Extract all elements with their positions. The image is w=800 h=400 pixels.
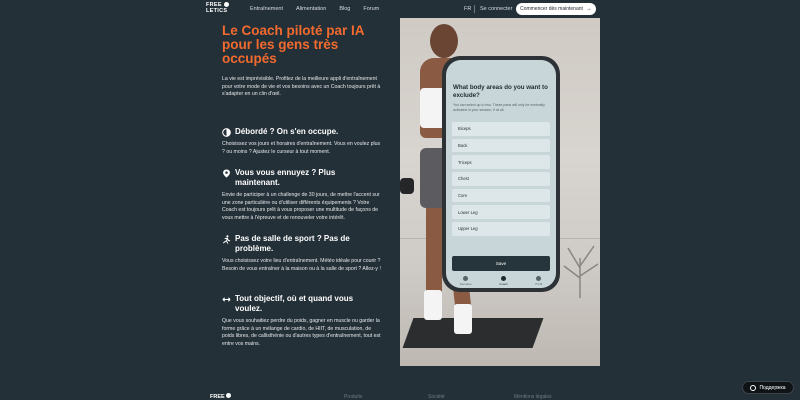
nav-item-blog[interactable]: Blog <box>339 6 351 12</box>
runner-icon <box>222 235 231 244</box>
logo-dot-icon <box>226 393 231 398</box>
help-circle-icon <box>750 385 756 391</box>
dumbbell <box>400 178 414 194</box>
option-lower-leg[interactable]: Lower Leg <box>452 205 550 219</box>
option-biceps[interactable]: Biceps <box>452 122 550 136</box>
feature-text: Choisissez vos jours et horaires d'entraînement. Vous en voulez plus ? ou moins ? Ajustez le curseur à tout moment. <box>222 141 381 155</box>
hero-description: La vie est imprévisible. Profitez de la meilleure appli d'entraînement pour votre mode de vie et vos besoins avec un Coach toujours prêt à s'adapter en un clin d'œil. <box>222 76 381 97</box>
page-title: Le Coach piloté par IA pour les gens très occupés <box>222 23 365 66</box>
option-back[interactable]: Back <box>452 139 550 153</box>
phone-screen <box>446 60 556 288</box>
tab-week[interactable] <box>460 276 472 286</box>
arrow-right-icon: → <box>585 6 592 12</box>
body-area-options <box>452 122 550 236</box>
feature-title: Débordé ? On s'en occupe. <box>235 127 339 136</box>
nav-item-forum[interactable]: Forum <box>363 6 380 12</box>
feature-bored <box>222 168 382 222</box>
nav-item-training[interactable]: Entraînement <box>250 6 284 12</box>
person-sock <box>454 304 472 334</box>
tab-profile[interactable] <box>535 276 542 286</box>
feature-text: Envie de participer à un challenge de 30 jours, de mettre l'accent sur une zone particulière ou d'utiliser différents équipements ? Votre Coach est toujours prêt à vous proposer une multitude de façons de vous mettre à l'épreuve et de renouveler votre intérêt. <box>222 192 380 221</box>
coach-icon <box>501 276 506 281</box>
profile-icon <box>536 276 541 281</box>
yoga-mat <box>403 318 544 348</box>
feature-title: Pas de salle de sport ? Pas de problème. <box>235 234 350 253</box>
person-sock <box>424 290 442 320</box>
logo-dot-icon <box>224 2 229 7</box>
half-circle-icon <box>222 128 231 137</box>
tab-label: Profil <box>535 282 543 286</box>
person-head <box>430 24 458 58</box>
site-header <box>0 0 800 20</box>
language-selector[interactable]: FR <box>464 6 472 12</box>
plant-decoration <box>560 238 600 298</box>
feature-any-goal <box>222 294 382 348</box>
question-title: What body areas do you want to exclude? <box>453 84 548 99</box>
question-subtext: You can select up to two. These parts will only be minimally activated in your session, if at all. <box>453 103 545 112</box>
logo-text-line1: FREE <box>206 2 222 8</box>
option-triceps[interactable]: Triceps <box>452 155 550 169</box>
start-now-button[interactable] <box>516 3 596 15</box>
feature-title: Tout objectif, où et quand vous voulez. <box>235 294 354 313</box>
feature-text: Que vous souhaitiez perdre du poids, gagner en muscle ou garder la forme grâce à un mélange de cardio, de HIIT, de musculation, de poids libres, de callisthénie ou d'autres types d'entraînement, tout est entre vos mains. <box>222 318 381 347</box>
main-nav <box>250 6 379 12</box>
tab-label: Coach <box>499 282 508 286</box>
option-chest[interactable]: Chest <box>452 172 550 186</box>
logo-text-line2: LETICS <box>206 8 228 14</box>
feature-text: Vous choisissez votre lieu d'entraînement. Météo idéale pour courir ? Besoin de vous entraîner à la maison ou à la salle de sport ? Allez-y ! <box>222 258 381 272</box>
nav-item-nutrition[interactable]: Alimentation <box>296 6 327 12</box>
brand-logo[interactable] <box>206 2 232 18</box>
option-core[interactable]: Core <box>452 189 550 203</box>
phone-tab-bar <box>446 274 556 288</box>
feature-title: Vous vous ennuyez ? Plus maintenant. <box>235 168 336 187</box>
double-arrow-icon <box>222 295 231 304</box>
tab-label: Semaine <box>459 282 472 286</box>
footer-company[interactable]: Société <box>428 394 445 400</box>
save-button[interactable]: Save <box>452 256 550 271</box>
login-link[interactable]: Se connecter <box>480 6 513 12</box>
footer-legal[interactable]: Mentions légales <box>514 394 552 400</box>
footer-products[interactable]: Produits <box>344 394 363 400</box>
feature-no-gym <box>222 234 382 273</box>
location-pin-icon <box>222 169 231 178</box>
support-label: Поддержка <box>759 384 786 391</box>
tab-coach[interactable] <box>499 276 508 286</box>
footer-logo-text: FREE <box>210 394 225 400</box>
phone-mockup <box>442 56 560 292</box>
footer-logo[interactable] <box>210 393 231 400</box>
feature-busy <box>222 127 382 156</box>
header-divider <box>474 5 475 13</box>
support-button[interactable] <box>742 381 794 394</box>
calendar-icon <box>463 276 468 281</box>
start-now-label: Commencer dès maintenant <box>520 6 583 12</box>
option-upper-leg[interactable]: Upper Leg <box>452 222 550 236</box>
